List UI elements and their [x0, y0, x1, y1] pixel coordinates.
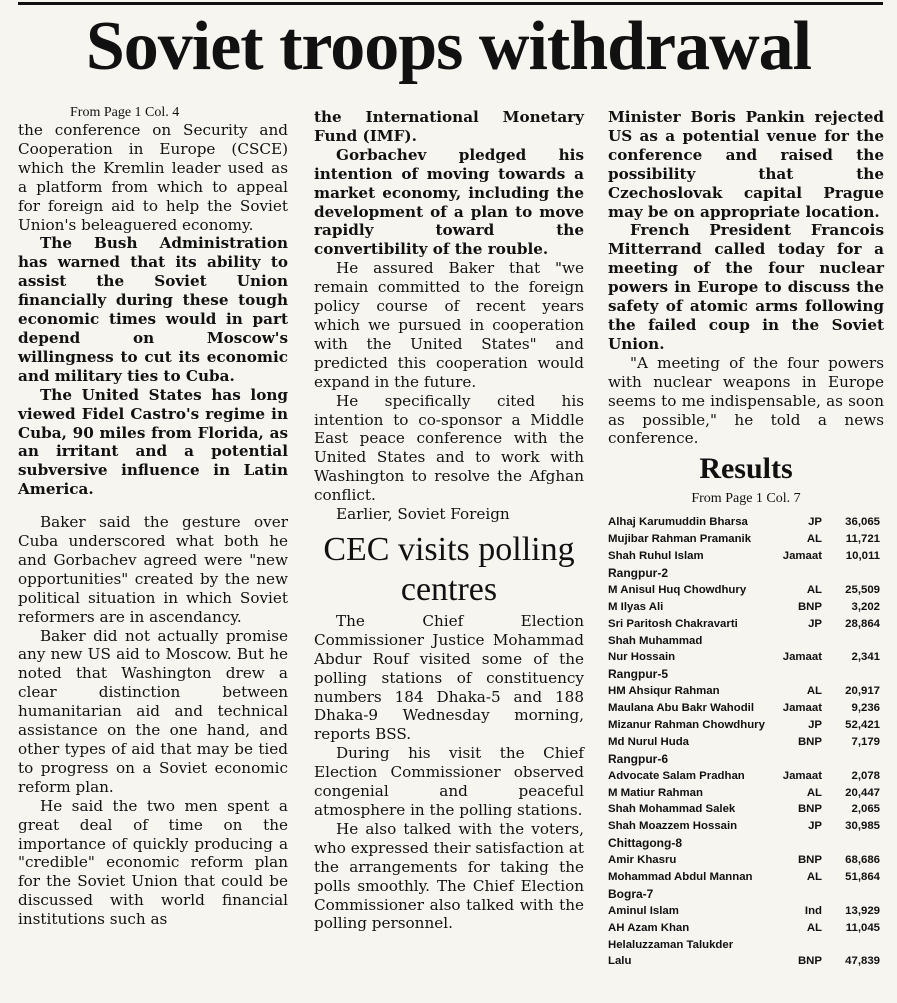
results-name: Nur Hossain: [608, 651, 676, 664]
results-name: Shah Mohammad Salek: [608, 803, 736, 816]
results-name: HM Ahsiqur Rahman: [608, 685, 720, 698]
results-party: Ind: [804, 904, 822, 917]
paragraph: Gorbachev pledged his intention of moving towards a market economy, including the development of a plan to move rapidly toward the convertibility of the rouble.: [314, 145, 584, 259]
results-row: [608, 582, 884, 599]
results-row: [608, 565, 884, 582]
paragraph: "A meeting of the four powers with nuclear weapons in Europe seems to me indispensable, as soon as possible," he told a news conference.: [608, 353, 884, 448]
results-name: M Matiur Rahman: [608, 786, 703, 799]
results-name: Mohammad Abdul Mannan: [608, 871, 753, 884]
results-party: Jamaat: [782, 702, 822, 715]
results-row: [608, 953, 884, 970]
results-continued-line: From Page 1 Col. 7: [691, 491, 801, 507]
results-votes: 51,864: [845, 871, 880, 884]
results-name: Lalu: [608, 955, 632, 968]
results-row: [608, 852, 884, 869]
results-party: BNP: [797, 803, 822, 816]
results-name: Maulana Abu Bakr Wahodil: [608, 702, 754, 715]
continued-line: From Page 1 Col. 4: [70, 105, 180, 120]
results-votes: 7,179: [851, 735, 880, 748]
results-party: AL: [806, 685, 822, 698]
results-name: Alhaj Karumuddin Bharsa: [608, 516, 748, 529]
results-votes: 11,721: [845, 533, 880, 546]
results-votes: 36,065: [845, 516, 880, 529]
results-votes: 68,686: [845, 854, 880, 867]
paragraph: Minister Boris Pankin rejected US as a potential venue for the conference and raised the possibility that the Czechoslovak capital Prague may be on appropriate location.: [608, 108, 884, 221]
results-row: [608, 835, 884, 852]
results-name: Shah Ruhul Islam: [608, 550, 704, 563]
results-party: Jamaat: [782, 651, 822, 664]
results-row: [608, 649, 884, 666]
results-name: Shah Muhammad: [608, 634, 703, 647]
column-2: [314, 108, 584, 933]
results-row: [608, 937, 884, 954]
paragraph: Baker did not actually promise any new US aid to Moscow. But he noted that Washington drew a clear distinction between humanitarian aid and technical assistance on the one hand, and other types of aid that may be tied to progress on a Soviet economic reform plan.: [18, 626, 288, 796]
results-votes: 2,341: [851, 651, 880, 664]
results-party: JP: [808, 820, 822, 833]
results-row: [608, 548, 884, 565]
results-votes: 3,202: [851, 600, 880, 613]
results-party: BNP: [797, 735, 822, 748]
results-votes: 47,839: [845, 955, 880, 968]
results-row: [608, 920, 884, 937]
results-row: [608, 633, 884, 650]
results-party: AL: [806, 871, 822, 884]
results-row: [608, 903, 884, 920]
results-row: [608, 666, 884, 683]
results-name: Helaluzzaman Talukder: [608, 938, 734, 951]
results-row: [608, 531, 884, 548]
subheadline: CEC visits polling centres: [323, 530, 575, 608]
results-name: AH Azam Khan: [608, 921, 690, 934]
results-row: [608, 700, 884, 717]
paragraph: The Bush Administration has warned that its ability to assist the Soviet Union financially during these tough economic times would in part depend on Moscow's willingness to cut its economic and military ties to Cuba.: [18, 234, 288, 385]
paragraph: During his visit the Chief Election Commissioner observed congenial and peaceful atmosphere in the polling stations.: [314, 744, 584, 819]
column-1: [18, 104, 288, 929]
results-votes: 10,011: [845, 550, 880, 563]
results-row: [608, 869, 884, 886]
results-votes: 11,045: [845, 921, 880, 934]
paragraph: He assured Baker that "we remain committed to the foreign policy course of recent years which we pursued in cooperation with the United States" and predicted this cooperation would expand in the future.: [314, 259, 584, 391]
results-votes: 20,917: [845, 685, 880, 698]
paragraph: The United States has long viewed Fidel Castro's regime in Cuba, 90 miles from Florida, as an irritant and a potential subversive influence in Latin America.: [18, 385, 288, 499]
results-row: [608, 734, 884, 751]
headline: Soviet troops withdrawal: [85, 8, 812, 85]
results-heading: Results: [699, 452, 793, 486]
results-party: Jamaat: [782, 769, 822, 782]
results-name: M Ilyas Ali: [608, 600, 664, 613]
results-party: Jamaat: [782, 550, 822, 563]
results-name: Md Nurul Huda: [608, 735, 689, 748]
results-party: BNP: [797, 600, 822, 613]
results-party: AL: [806, 786, 822, 799]
results-votes: 28,864: [845, 617, 880, 630]
results-row: [608, 818, 884, 835]
results-votes: 30,985: [845, 820, 880, 833]
results-party: AL: [806, 921, 822, 934]
results-row: [608, 751, 884, 768]
results-name: Bogra-7: [608, 886, 654, 901]
results-row: [608, 785, 884, 802]
paragraph: He said the two men spent a great deal of time on the importance of quickly producing a "credible" economic reform plan for the Soviet Union that could be discussed with world financial institutions such as: [18, 796, 288, 929]
results-votes: 52,421: [845, 719, 880, 731]
column-3: [608, 108, 884, 970]
results-name: Chittagong-8: [608, 836, 682, 851]
paragraph: Baker said the gesture over Cuba underscored what both he and Gorbachev agreed were "new opportunities" created by the new political situation in which Soviet reformers are in ascendancy.: [18, 513, 288, 626]
paragraph: the International Monetary Fund (IMF).: [314, 108, 584, 145]
results-votes: 2,078: [851, 769, 880, 782]
results-row: [608, 599, 884, 616]
paragraph: French President Francois Mitterrand called today for a meeting of the four nuclear powers in Europe to discuss the safety of atomic arms following the failed coup in the Soviet Union.: [608, 221, 884, 353]
results-name: Rangpur-2: [608, 565, 668, 580]
results-row: [608, 801, 884, 818]
results-name: Mizanur Rahman Chowdhury: [608, 719, 765, 731]
paragraph: He also talked with the voters, who expressed their satisfaction at the arrangements for taking the polls smoothly. The Chief Election Commissioner also talked with the polling personnel.: [314, 819, 584, 933]
results-name: Rangpur-5: [608, 667, 668, 682]
paragraph: The Chief Election Commissioner Justice Mohammad Abdur Rouf visited some of the polling stations of constituency numbers 184 Dhaka-5 and 188 Dhaka-9 Wednesday morning, reports BSS.: [314, 611, 584, 744]
results-party: JP: [808, 516, 822, 529]
results-row: [608, 886, 884, 903]
results-party: AL: [806, 533, 822, 546]
results-party: AL: [806, 583, 822, 596]
paragraph: the conference on Security and Cooperation in Europe (CSCE) which the Kremlin leader used as a platform from which to appeal for foreign aid to help the Soviet Union's beleaguered economy.: [18, 121, 288, 234]
results-party: JP: [808, 617, 822, 630]
results-row: [608, 717, 884, 734]
results-row: [608, 616, 884, 633]
results-name: Advocate Salam Pradhan: [608, 769, 745, 782]
results-party: JP: [808, 719, 822, 731]
results-name: Sri Paritosh Chakravarti: [608, 617, 738, 630]
paragraph: Earlier, Soviet Foreign: [336, 505, 510, 524]
results-votes: 9,236: [851, 702, 880, 715]
results-table: [608, 514, 884, 970]
results-row: [608, 683, 884, 700]
results-row: [608, 768, 884, 785]
results-votes: 25,509: [845, 583, 880, 596]
results-name: M Anisul Huq Chowdhury: [608, 583, 747, 596]
results-votes: 20,447: [845, 786, 880, 799]
results-party: BNP: [797, 955, 822, 968]
paragraph: He specifically cited his intention to co-sponsor a Middle East peace conference with the United States and to work with Washington to resolve the Afghan conflict.: [314, 391, 584, 505]
results-votes: 2,065: [851, 803, 880, 816]
results-name: Amir Khasru: [608, 854, 677, 867]
results-votes: 13,929: [845, 904, 880, 917]
results-name: Mujibar Rahman Pramanik: [608, 533, 752, 546]
results-name: Shah Moazzem Hossain: [608, 820, 738, 833]
results-name: Rangpur-6: [608, 751, 668, 766]
results-row: [608, 514, 884, 531]
results-party: BNP: [797, 854, 822, 867]
results-name: Aminul Islam: [608, 904, 679, 917]
